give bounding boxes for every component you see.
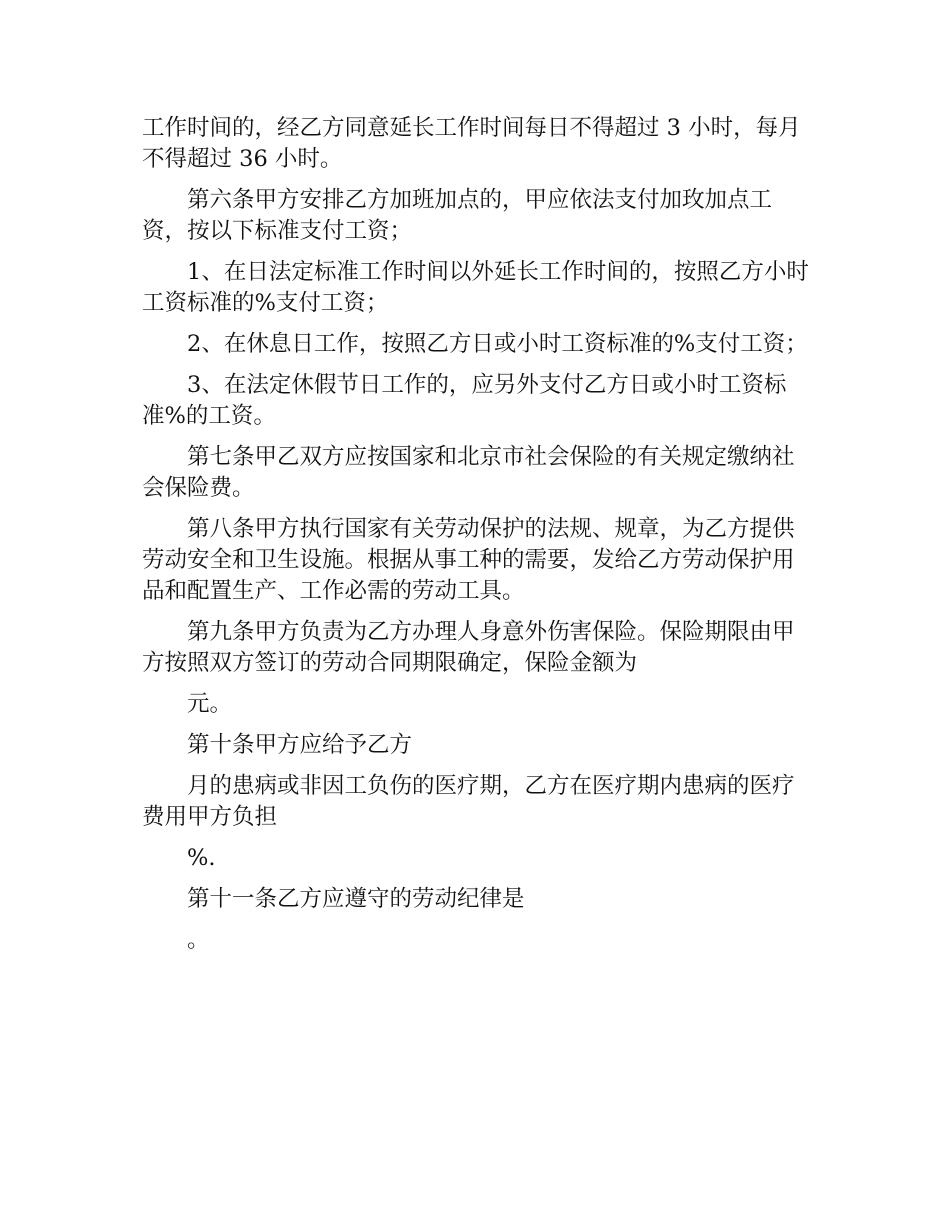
paragraph-working-hours-limit: 工作时间的，经乙方同意延长工作时间每日不得超过 3 小时，每月不得超过 36 小时。 [142, 115, 801, 172]
paragraph-article-10: 第十条甲方应给予乙方 [187, 732, 413, 758]
paragraph-article-6: 第六条甲方安排乙方加班加点的，甲应依法支付加玫加点工资，按以下标准支付工资； [142, 187, 773, 244]
paragraph-article-11-end: 。 [187, 927, 210, 953]
paragraph-overtime-item-1: 1、在日法定标准工作时间以外延长工作时间的，按照乙方小时工资标准的%支付工资； [142, 259, 809, 316]
paragraph-article-9-amount: 元。 [187, 691, 233, 717]
paragraph-article-10-percentage: %. [187, 845, 216, 871]
paragraph-article-9: 第九条甲方负责为乙方办理人身意外伤害保险。保险期限由甲方按照双方签订的劳动合同期限确定，保险金额为 [142, 619, 795, 676]
paragraph-article-8: 第八条甲方执行国家有关劳动保护的法规、规章，为乙方提供劳动安全和卫生设施。根据从事工种的需要，发给乙方劳动保护用品和配置生产、工作必需的劳动工具。 [142, 516, 795, 604]
document-page [142, 113, 814, 966]
paragraph-article-7: 第七条甲乙双方应按国家和北京市社会保险的有关规定缴纳社会保险费。 [142, 444, 795, 501]
paragraph-article-10-medical-period: 月的患病或非因工负伤的医疗期，乙方在医疗期内患病的医疗费用甲方负担 [142, 773, 795, 830]
paragraph-overtime-item-2: 2、在休息日工作，按照乙方日或小时工资标准的%支付工资； [187, 331, 808, 357]
paragraph-article-11: 第十一条乙方应遵守的劳动纪律是 [187, 886, 525, 912]
paragraph-overtime-item-3: 3、在法定休假节日工作的，应另外支付乙方日或小时工资标准%的工资。 [142, 372, 787, 429]
